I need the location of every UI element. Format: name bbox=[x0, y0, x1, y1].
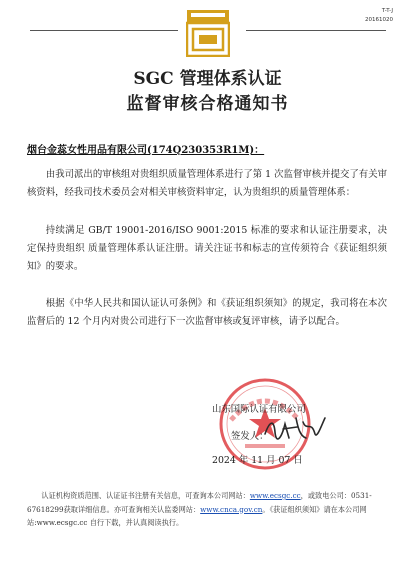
header-rule-right bbox=[246, 30, 386, 31]
cnca-website-link[interactable]: www.cnca.gov.cn bbox=[200, 504, 263, 514]
body-paragraph-1: 由我司派出的审核组对贵组织质量管理体系进行了第 1 次监督审核并提交了有关审核资料，经我司技术委员会对相关审核资料审定，认为贵组织的质量管理体系： bbox=[27, 169, 387, 198]
document-code: T-T-J bbox=[381, 8, 393, 14]
page-subtitle: 监督审核合格通知书 bbox=[126, 94, 289, 114]
page-title: SGC 管理体系认证 bbox=[133, 69, 282, 89]
footer-text-1: 认证机构资质范围、认证证书注册有关信息，可查询本公司网站： bbox=[41, 491, 250, 500]
footer-text-2: ，或致电公司：0531-67618299获取详细信息。亦可查询相关认监委网站： bbox=[27, 491, 372, 514]
body-paragraph-2: 持续满足 GB/T 19001-2016/ISO 9001:2015 标准的要求和认证注册要求，决定保持贵组织 质量管理体系认证注册。请关注证书和标志的宣传须符合《获证组织须知》的要求。 bbox=[27, 225, 387, 272]
issue-date: 2024 年 11 月 07 日 bbox=[212, 455, 303, 466]
sgc-logo-icon bbox=[186, 9, 230, 57]
issuer-name: 山东国际认证有限公司 bbox=[212, 404, 306, 415]
footer-text-3: 。《获证组织须知》请在本公司网站:www.ecsgc.cc 自行下载，并认真阅读执行。 bbox=[27, 504, 367, 527]
body-paragraph-3: 根据《中华人民共和国认证认可条例》和《获证组织须知》的规定，我司将在本次监督后的 12 个月内对贵公司进行下一次监督审核或复评审核，请予以配合。 bbox=[27, 298, 387, 327]
document-version-date: 20161020 bbox=[365, 17, 393, 23]
handwritten-signature-icon bbox=[262, 412, 328, 444]
recipient-company: 烟台金蕊女性用品有限公司(174Q230353R1M)： bbox=[27, 145, 265, 156]
footer-note bbox=[27, 489, 392, 530]
header-rule-left bbox=[30, 30, 178, 31]
signed-by-label: 签发人： bbox=[231, 431, 269, 442]
company-website-link[interactable]: www.ecsgc.cc bbox=[249, 491, 301, 500]
